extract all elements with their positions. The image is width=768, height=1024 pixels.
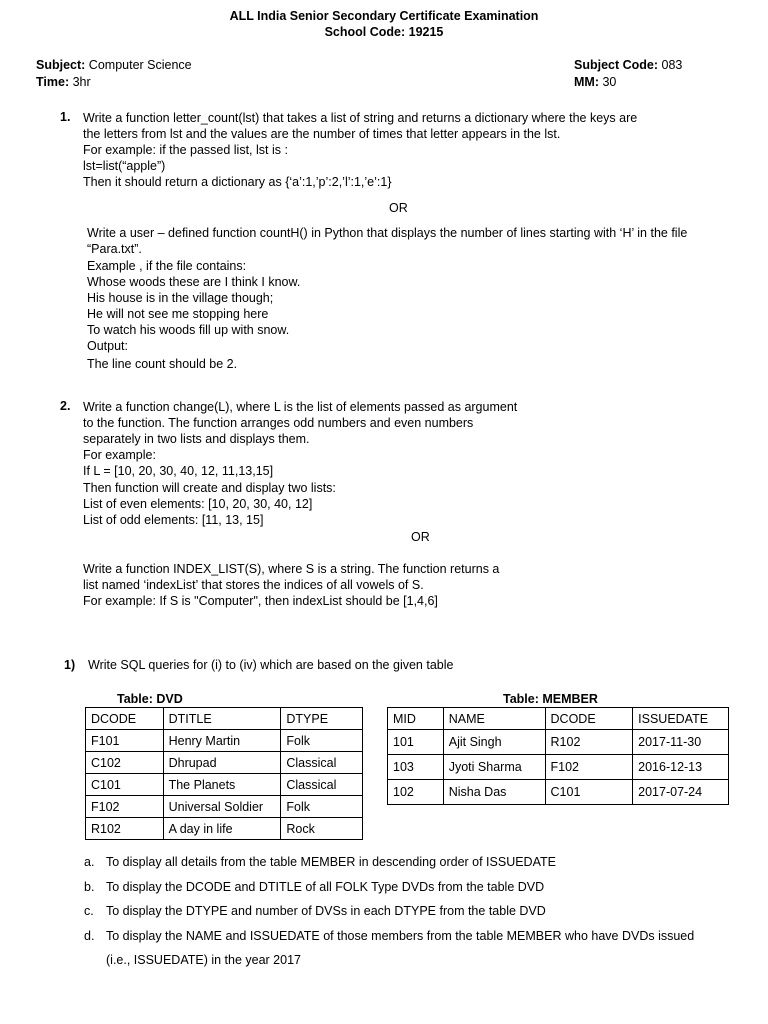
subject-label: Subject:	[36, 58, 86, 72]
table-cell: C101	[545, 780, 633, 805]
q1-number: 1.	[60, 110, 71, 124]
table-header-cell: DTYPE	[281, 708, 363, 730]
member-table	[387, 707, 729, 805]
dvd-table	[85, 707, 363, 840]
table-cell: Folk	[281, 796, 363, 818]
q2-line: separately in two lists and displays them.	[83, 432, 310, 446]
query-text: To display the DCODE and DTITLE of all FOLK Type DVDs from the table DVD	[106, 880, 545, 894]
table-header-row	[86, 708, 363, 730]
q1-line: the letters from lst and the values are the number of times that letter appears in the lst.	[83, 127, 561, 141]
exam-title: ALL India Senior Secondary Certificate Examination	[229, 9, 539, 23]
table-cell: Henry Martin	[163, 730, 281, 752]
table-cell: Rock	[281, 818, 363, 840]
q2-line: Write a function change(L), where L is the list of elements passed as argument	[83, 400, 518, 414]
q1-alt-line: Whose woods these are I think I know.	[87, 275, 301, 289]
table-cell: Universal Soldier	[163, 796, 281, 818]
query-text: To display all details from the table MEMBER in descending order of ISSUEDATE	[106, 855, 556, 869]
dvd-table-caption: Table: DVD	[117, 692, 183, 706]
table-header-cell: ISSUEDATE	[633, 708, 729, 730]
table-cell: Jyoti Sharma	[443, 755, 545, 780]
q1-alt-line: He will not see me stopping here	[87, 307, 269, 321]
table-cell: 2017-07-24	[633, 780, 729, 805]
table-cell: Nisha Das	[443, 780, 545, 805]
table-row	[388, 780, 729, 805]
q1-alt-line: “Para.txt”.	[87, 242, 142, 256]
time-line	[36, 75, 91, 89]
q1-alt-line: His house is in the village though;	[87, 291, 274, 305]
query-label: d.	[84, 929, 95, 943]
max-marks-value: 30	[602, 75, 617, 89]
table-cell: The Planets	[163, 774, 281, 796]
table-row	[86, 752, 363, 774]
q2-line: For example:	[83, 448, 156, 462]
time-label: Time:	[36, 75, 70, 89]
table-cell: Classical	[281, 752, 363, 774]
table-row	[388, 730, 729, 755]
table-header-cell: DCODE	[545, 708, 633, 730]
member-table-caption: Table: MEMBER	[503, 692, 598, 706]
table-row	[86, 774, 363, 796]
q1-alt-line: Example , if the file contains:	[87, 259, 247, 273]
max-marks-label: MM:	[574, 75, 599, 89]
table-header-cell: NAME	[443, 708, 545, 730]
table-header-cell: MID	[388, 708, 444, 730]
q1-line: For example: if the passed list, lst is :	[83, 143, 288, 157]
table-cell: C101	[86, 774, 164, 796]
query-label: c.	[84, 904, 94, 918]
query-label: b.	[84, 880, 95, 894]
q2-alt-line: list named ‘indexList’ that stores the indices of all vowels of S.	[83, 578, 424, 592]
q1-line: Then it should return a dictionary as {‘a’:1,’p’:2,’l’:1,’e’:1}	[83, 175, 392, 189]
time-value: 3hr	[72, 75, 91, 89]
q1-alt-line: The line count should be 2.	[87, 357, 238, 371]
q1-line: Write a function letter_count(lst) that takes a list of string and returns a dictionary where the keys are	[83, 111, 638, 125]
q3-text: Write SQL queries for (i) to (iv) which are based on the given table	[88, 658, 454, 672]
table-cell: F102	[545, 755, 633, 780]
q1-alt-line: Write a user – defined function countH() in Python that displays the number of lines starting with ‘H’ in the file	[87, 226, 688, 240]
table-header-row	[388, 708, 729, 730]
q3-number: 1)	[64, 658, 76, 672]
table-cell: 101	[388, 730, 444, 755]
q1-line: lst=list(“apple”)	[83, 159, 166, 173]
table-cell: Classical	[281, 774, 363, 796]
table-cell: Dhrupad	[163, 752, 281, 774]
query-text: To display the NAME and ISSUEDATE of those members from the table MEMBER who have DVDs issued	[106, 929, 695, 943]
subject-code-line	[574, 58, 682, 72]
table-cell: A day in life	[163, 818, 281, 840]
table-cell: F101	[86, 730, 164, 752]
table-cell: 103	[388, 755, 444, 780]
table-row	[86, 818, 363, 840]
query-label: a.	[84, 855, 95, 869]
table-cell: 2016-12-13	[633, 755, 729, 780]
subject-code-value: 083	[661, 58, 683, 72]
table-cell: Folk	[281, 730, 363, 752]
school-code: School Code: 19215	[324, 25, 444, 39]
q2-line: List of even elements: [10, 20, 30, 40, 12]	[83, 497, 313, 511]
table-cell: C102	[86, 752, 164, 774]
table-row	[86, 730, 363, 752]
q1-or: OR	[389, 201, 408, 215]
table-cell: 2017-11-30	[633, 730, 729, 755]
q2-line: If L = [10, 20, 30, 40, 12, 11,13,15]	[83, 464, 274, 478]
table-row	[86, 796, 363, 818]
table-cell: 102	[388, 780, 444, 805]
table-cell: R102	[545, 730, 633, 755]
subject-line	[36, 58, 192, 72]
q2-line: List of odd elements: [11, 13, 15]	[83, 513, 264, 527]
subject-code-label: Subject Code:	[574, 58, 659, 72]
table-header-cell: DCODE	[86, 708, 164, 730]
table-cell: Ajit Singh	[443, 730, 545, 755]
table-header-cell: DTITLE	[163, 708, 281, 730]
q1-alt-line: Output:	[87, 339, 128, 353]
q2-alt-line: Write a function INDEX_LIST(S), where S is a string. The function returns a	[83, 562, 500, 576]
q2-alt-line: For example: If S is "Computer", then indexList should be [1,4,6]	[83, 594, 438, 608]
query-text-continuation: (i.e., ISSUEDATE) in the year 2017	[106, 953, 301, 967]
q2-number: 2.	[60, 399, 71, 413]
q2-line: Then function will create and display two lists:	[83, 481, 336, 495]
table-cell: R102	[86, 818, 164, 840]
table-cell: F102	[86, 796, 164, 818]
q1-alt-line: To watch his woods fill up with snow.	[87, 323, 290, 337]
subject-value: Computer Science	[88, 58, 192, 72]
q2-line: to the function. The function arranges odd numbers and even numbers	[83, 416, 474, 430]
table-row	[388, 755, 729, 780]
q2-or: OR	[411, 530, 430, 544]
max-marks-line	[574, 75, 616, 89]
query-text: To display the DTYPE and number of DVSs in each DTYPE from the table DVD	[106, 904, 546, 918]
